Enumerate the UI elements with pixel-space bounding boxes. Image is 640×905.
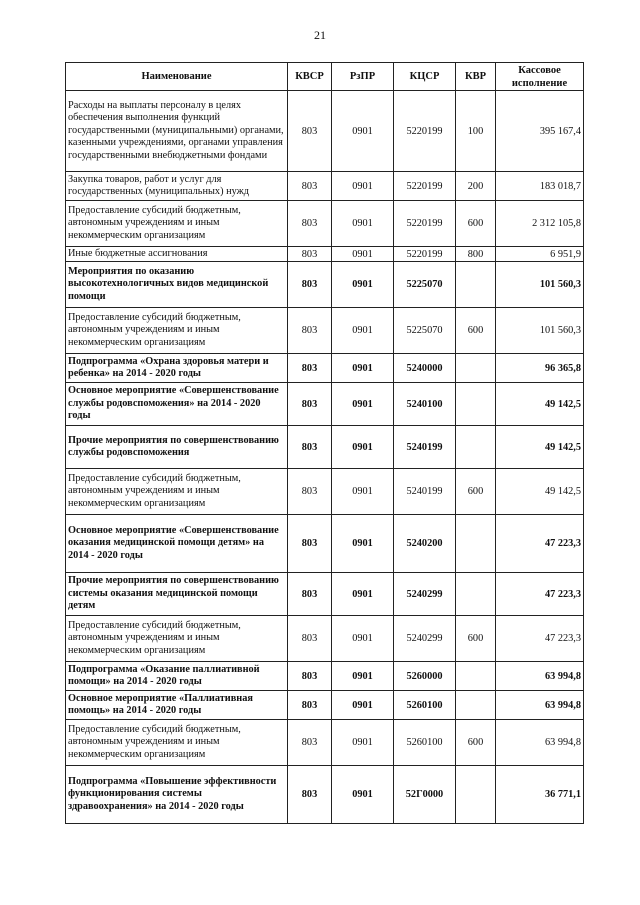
cell-amount: 101 560,3	[496, 308, 584, 354]
cell-rzpr: 0901	[332, 573, 394, 616]
table-row	[66, 662, 584, 691]
cell-kcsr: 5225070	[394, 262, 456, 308]
table-row	[66, 172, 584, 201]
table-row	[66, 691, 584, 720]
cell-amount: 63 994,8	[496, 691, 584, 720]
cell-name: Прочие мероприятия по совершенствованию службы родовспоможения	[66, 426, 288, 469]
cell-kvsr: 803	[288, 720, 332, 766]
cell-kvsr: 803	[288, 691, 332, 720]
table-header-row	[66, 63, 584, 91]
cell-kvr: 600	[456, 469, 496, 515]
cell-kvr: 600	[456, 201, 496, 247]
cell-kvr: 200	[456, 172, 496, 201]
header-kcsr: КЦСР	[394, 63, 456, 91]
cell-rzpr: 0901	[332, 354, 394, 383]
table-row	[66, 469, 584, 515]
table-row	[66, 354, 584, 383]
cell-name: Подпрограмма «Повышение эффективности функционирования системы здравоохранения» на 2014 - 2020 годы	[66, 766, 288, 824]
cell-kvr	[456, 354, 496, 383]
cell-name: Основное мероприятие «Паллиативная помощь» на 2014 - 2020 годы	[66, 691, 288, 720]
cell-kcsr: 5220199	[394, 201, 456, 247]
cell-kcsr: 5220199	[394, 172, 456, 201]
cell-name: Предоставление субсидий бюджетным, автономным учреждениям и иным некоммерческим организациям	[66, 201, 288, 247]
cell-kvsr: 803	[288, 383, 332, 426]
cell-rzpr: 0901	[332, 515, 394, 573]
header-rzpr: РзПР	[332, 63, 394, 91]
cell-name: Основное мероприятие «Совершенствование оказания медицинской помощи детям» на 2014 - 2020 годы	[66, 515, 288, 573]
cell-rzpr: 0901	[332, 616, 394, 662]
cell-rzpr: 0901	[332, 201, 394, 247]
cell-kvr: 800	[456, 247, 496, 262]
cell-amount: 49 142,5	[496, 426, 584, 469]
cell-kcsr: 5225070	[394, 308, 456, 354]
cell-kvr: 600	[456, 616, 496, 662]
cell-kvsr: 803	[288, 469, 332, 515]
cell-kvr: 100	[456, 91, 496, 172]
cell-kcsr: 5220199	[394, 91, 456, 172]
cell-kvr	[456, 262, 496, 308]
cell-rzpr: 0901	[332, 426, 394, 469]
cell-kcsr: 5240199	[394, 426, 456, 469]
cell-kvsr: 803	[288, 201, 332, 247]
cell-kvr	[456, 383, 496, 426]
cell-kvsr: 803	[288, 766, 332, 824]
cell-kcsr: 5260100	[394, 691, 456, 720]
page-number: 21	[314, 28, 326, 42]
cell-kvsr: 803	[288, 91, 332, 172]
cell-kcsr: 5240100	[394, 383, 456, 426]
cell-rzpr: 0901	[332, 469, 394, 515]
header-kvsr: КВСР	[288, 63, 332, 91]
cell-kvsr: 803	[288, 426, 332, 469]
cell-rzpr: 0901	[332, 383, 394, 426]
cell-name: Предоставление субсидий бюджетным, автономным учреждениям и иным некоммерческим организациям	[66, 616, 288, 662]
cell-amount: 63 994,8	[496, 720, 584, 766]
cell-kcsr: 5240299	[394, 616, 456, 662]
table-row	[66, 247, 584, 262]
table-row	[66, 720, 584, 766]
cell-kvr	[456, 766, 496, 824]
cell-kcsr: 5220199	[394, 247, 456, 262]
header-kvr: КВР	[456, 63, 496, 91]
cell-name: Мероприятия по оказанию высокотехнологичных видов медицинской помощи	[66, 262, 288, 308]
table-row	[66, 766, 584, 824]
budget-execution-table	[65, 62, 584, 824]
cell-kcsr: 5260100	[394, 720, 456, 766]
cell-rzpr: 0901	[332, 691, 394, 720]
cell-name: Расходы на выплаты персоналу в целях обеспечения выполнения функций государственными (муниципальными) органами, казенными учреждениями, органами управления государственными внебюджетными фондами	[66, 91, 288, 172]
cell-name: Подпрограмма «Охрана здоровья матери и ребенка» на 2014 - 2020 годы	[66, 354, 288, 383]
table-row	[66, 201, 584, 247]
cell-kvsr: 803	[288, 515, 332, 573]
cell-kvr	[456, 426, 496, 469]
cell-amount: 395 167,4	[496, 91, 584, 172]
cell-amount: 36 771,1	[496, 766, 584, 824]
header-name: Наименование	[66, 63, 288, 91]
cell-amount: 96 365,8	[496, 354, 584, 383]
cell-kvr	[456, 573, 496, 616]
cell-kvr: 600	[456, 308, 496, 354]
header-amount: Кассовое исполнение	[496, 63, 584, 91]
cell-name: Предоставление субсидий бюджетным, автономным учреждениям и иным некоммерческим организациям	[66, 308, 288, 354]
cell-name: Закупка товаров, работ и услуг для государственных (муниципальных) нужд	[66, 172, 288, 201]
cell-kcsr: 5240199	[394, 469, 456, 515]
table-row	[66, 616, 584, 662]
cell-kcsr: 5240299	[394, 573, 456, 616]
cell-name: Предоставление субсидий бюджетным, автономным учреждениям и иным некоммерческим организациям	[66, 469, 288, 515]
cell-amount: 183 018,7	[496, 172, 584, 201]
cell-kvsr: 803	[288, 172, 332, 201]
cell-kvr	[456, 691, 496, 720]
cell-name: Предоставление субсидий бюджетным, автономным учреждениям и иным некоммерческим организациям	[66, 720, 288, 766]
cell-amount: 47 223,3	[496, 616, 584, 662]
cell-kcsr: 5240200	[394, 515, 456, 573]
cell-amount: 49 142,5	[496, 383, 584, 426]
cell-name: Подпрограмма «Оказание паллиативной помощи» на 2014 - 2020 годы	[66, 662, 288, 691]
table-row	[66, 515, 584, 573]
table-row	[66, 262, 584, 308]
cell-kvsr: 803	[288, 262, 332, 308]
table-row	[66, 573, 584, 616]
cell-rzpr: 0901	[332, 308, 394, 354]
cell-amount: 63 994,8	[496, 662, 584, 691]
cell-rzpr: 0901	[332, 766, 394, 824]
cell-kvsr: 803	[288, 616, 332, 662]
cell-kvsr: 803	[288, 573, 332, 616]
cell-kvr: 600	[456, 720, 496, 766]
table-row	[66, 308, 584, 354]
cell-kcsr: 5260000	[394, 662, 456, 691]
cell-kvsr: 803	[288, 354, 332, 383]
cell-name: Прочие мероприятия по совершенствованию системы оказания медицинской помощи детям	[66, 573, 288, 616]
cell-name: Основное мероприятие «Совершенствование службы родовспоможения» на 2014 - 2020 годы	[66, 383, 288, 426]
cell-amount: 47 223,3	[496, 515, 584, 573]
cell-rzpr: 0901	[332, 91, 394, 172]
cell-rzpr: 0901	[332, 247, 394, 262]
cell-kvr	[456, 662, 496, 691]
cell-kvsr: 803	[288, 247, 332, 262]
cell-kcsr: 52Г0000	[394, 766, 456, 824]
cell-kvsr: 803	[288, 662, 332, 691]
cell-kcsr: 5240000	[394, 354, 456, 383]
table-row	[66, 426, 584, 469]
cell-name: Иные бюджетные ассигнования	[66, 247, 288, 262]
cell-amount: 49 142,5	[496, 469, 584, 515]
cell-amount: 2 312 105,8	[496, 201, 584, 247]
table-row	[66, 383, 584, 426]
cell-rzpr: 0901	[332, 262, 394, 308]
cell-kvsr: 803	[288, 308, 332, 354]
cell-rzpr: 0901	[332, 720, 394, 766]
cell-amount: 47 223,3	[496, 573, 584, 616]
cell-kvr	[456, 515, 496, 573]
cell-rzpr: 0901	[332, 662, 394, 691]
cell-amount: 6 951,9	[496, 247, 584, 262]
table-row	[66, 91, 584, 172]
cell-rzpr: 0901	[332, 172, 394, 201]
cell-amount: 101 560,3	[496, 262, 584, 308]
